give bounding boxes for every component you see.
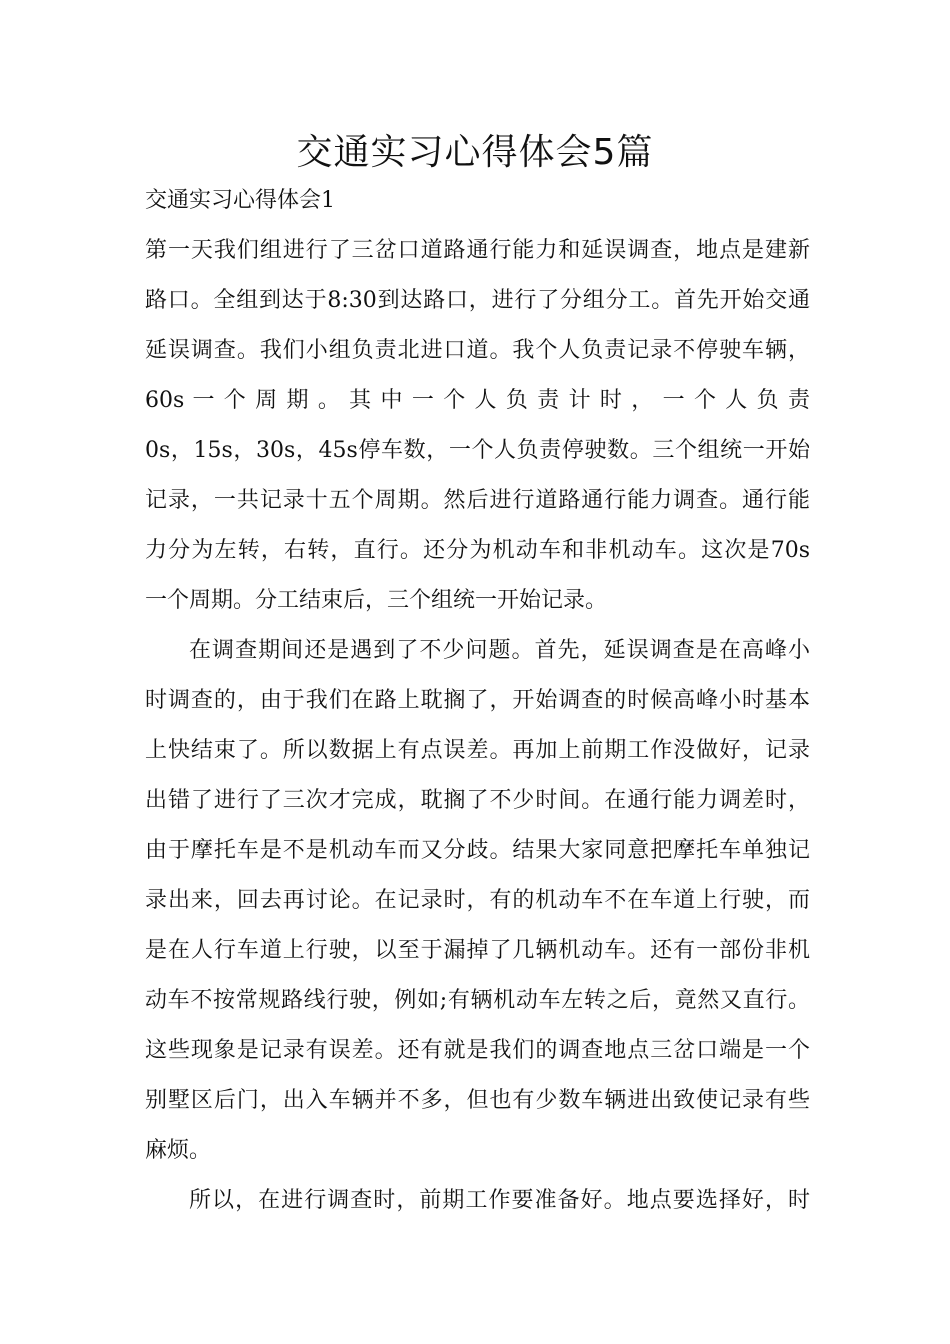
document-body [145,176,810,1226]
section-heading: 交通实习心得体会1 [145,188,335,213]
paragraph-line: 0s，15s，30s，45s停车数，一个人负责停驶数。三个组统一开始 [145,438,810,463]
paragraph-line: 动车不按常规路线行驶，例如;有辆机动车左转之后，竟然又直行。 [145,988,810,1013]
paragraph-line: 由于摩托车是不是机动车而又分歧。结果大家同意把摩托车单独记 [145,838,810,863]
paragraph-line: 上快结束了。所以数据上有点误差。再加上前期工作没做好，记录 [145,738,810,763]
paragraph-line: 延误调查。我们小组负责北进口道。我个人负责记录不停驶车辆， [145,338,810,363]
paragraph-line: 路口。全组到达于8:30到达路口，进行了分组分工。首先开始交通 [145,288,810,313]
paragraph-line: 一个周期。分工结束后，三个组统一开始记录。 [145,588,608,613]
paragraph-line: 在调查期间还是遇到了不少问题。首先，延误调查是在高峰小 [189,638,810,663]
document-title: 交通实习心得体会5篇 [296,132,654,173]
paragraph-line: 别墅区后门，出入车辆并不多，但也有少数车辆进出致使记录有些 [145,1088,810,1113]
paragraph-line: 记录，一共记录十五个周期。然后进行道路通行能力调查。通行能 [145,488,810,513]
paragraph-line: 是在人行车道上行驶，以至于漏掉了几辆机动车。还有一部份非机 [145,938,810,963]
paragraph-line: 出错了进行了三次才完成，耽搁了不少时间。在通行能力调差时， [145,788,810,813]
paragraph-line: 所以，在进行调查时，前期工作要准备好。地点要选择好，时 [189,1188,810,1213]
paragraph-line: 力分为左转，右转，直行。还分为机动车和非机动车。这次是70s [145,538,810,563]
paragraph-line: 这些现象是记录有误差。还有就是我们的调查地点三岔口端是一个 [145,1038,810,1063]
paragraph-line: 60s 一 个 周 期 。 其 中 一 个 人 负 责 计 时 ， 一 个 人 负 责 [145,388,810,413]
paragraph-line: 第一天我们组进行了三岔口道路通行能力和延误调查，地点是建新 [145,238,810,263]
paragraph-line: 麻烦。 [145,1138,212,1163]
paragraph-line: 时调查的，由于我们在路上耽搁了，开始调查的时候高峰小时基本 [145,688,810,713]
paragraph-line: 录出来，回去再讨论。在记录时，有的机动车不在车道上行驶，而 [145,888,810,913]
